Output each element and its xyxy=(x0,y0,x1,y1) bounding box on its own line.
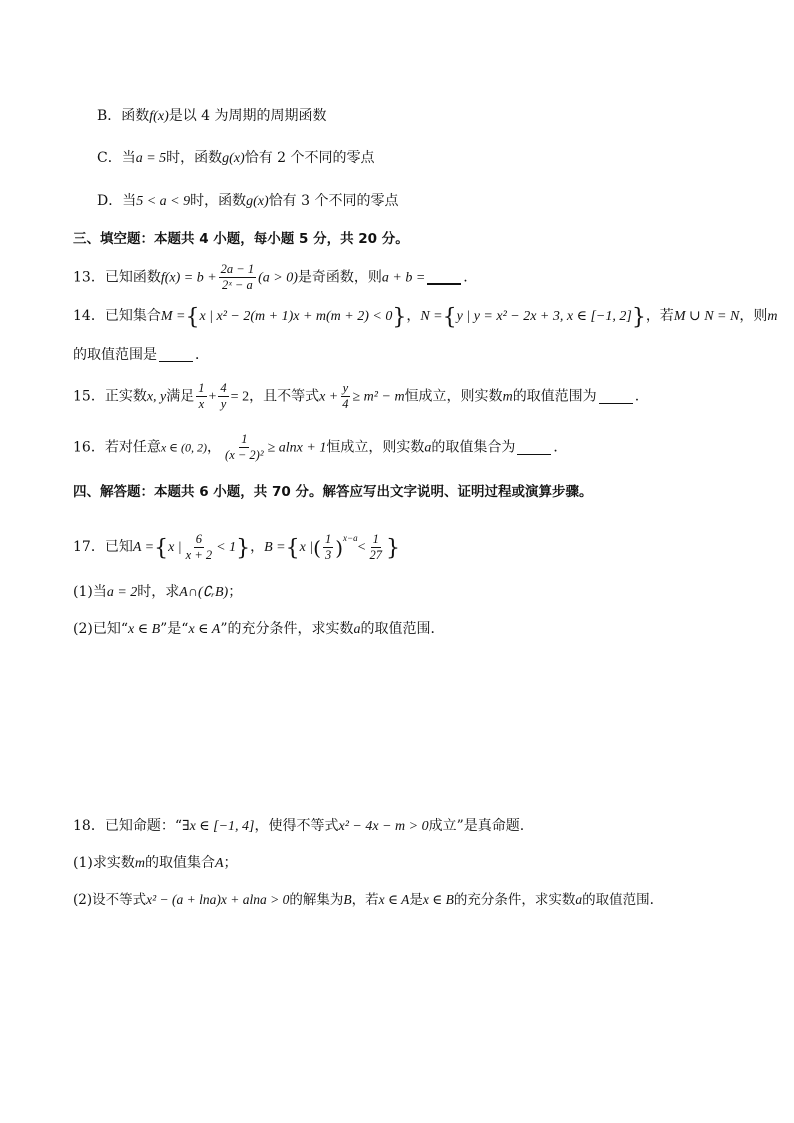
q14-answer-blank[interactable] xyxy=(159,347,193,362)
q18-p1-prefix: (1)求实数 xyxy=(73,855,135,871)
q18-tail: 成立”是真命题. xyxy=(428,818,525,834)
q17-comma: ， xyxy=(250,539,265,555)
question-17-part-2 xyxy=(73,619,445,640)
q17-brace-close-icon: } xyxy=(236,536,251,561)
q18-p1-var: m xyxy=(134,856,145,871)
q15-eq: = 2 xyxy=(230,389,250,405)
q13-end: . xyxy=(463,269,468,286)
q15-answer-blank[interactable] xyxy=(599,389,633,404)
q17-p1-expr: A∩(∁ᵣB) xyxy=(179,585,229,600)
q13-prefix: 13．已知函数 xyxy=(73,269,161,286)
q14-var: m xyxy=(767,309,778,324)
q13-ask: a + b = xyxy=(381,270,426,286)
q17-paren-open-icon: ( xyxy=(313,536,321,560)
q18-p2-tail: 的充分条件，求实数 xyxy=(453,892,576,908)
q13-answer-blank[interactable] xyxy=(427,269,461,285)
q17-p2-tail: ”的充分条件，求实数 xyxy=(220,621,354,637)
q15-ineq-left: x + xyxy=(319,389,339,405)
q17-brace-open-2-icon: { xyxy=(285,536,300,561)
question-18-part-1 xyxy=(73,853,238,874)
q17-set-a-left: A = xyxy=(132,540,155,555)
q17-set-a-fraction xyxy=(184,532,214,563)
q18-p2-mid2: ，若 xyxy=(351,892,379,908)
q14-line2-text: 的取值范围是 xyxy=(73,347,157,363)
q16-ineq: ≥ alnx + 1 xyxy=(267,440,327,456)
q16-domain: x ∈ (0, 2) xyxy=(160,440,208,455)
q17-p1-prefix: (1)当 xyxy=(73,584,107,600)
option-c-label: C．当 xyxy=(97,150,136,166)
q17-set-a-num: 6 xyxy=(195,531,202,546)
q13-cond: (a > 0) xyxy=(258,270,298,286)
q16-fraction xyxy=(223,432,266,463)
q18-p1-tail: 的取值集合 xyxy=(144,855,215,871)
q13-fraction xyxy=(219,262,256,293)
question-15 xyxy=(73,381,639,412)
q18-p2-is: 是 xyxy=(409,892,423,908)
q16-comma: ， xyxy=(207,439,222,456)
q15-fraction-1 xyxy=(196,381,206,412)
option-d-text: 恰有 3 个不同的零点 xyxy=(268,193,399,209)
q18-p2-end: 的取值范围. xyxy=(582,892,654,908)
q15-f1-num: 1 xyxy=(198,381,205,395)
q15-f3-num: y xyxy=(342,381,349,395)
q17-set-b-base xyxy=(323,532,333,563)
q17-p1-mid: 时，求 xyxy=(137,584,180,600)
q17-p2-end: 的取值范围． xyxy=(360,621,445,637)
q15-fraction-3 xyxy=(340,381,350,412)
q17-set-b-den: 27 xyxy=(369,547,382,562)
q15-f2-den: y xyxy=(220,397,227,411)
option-d-mid: 时，函数 xyxy=(190,193,247,209)
q15-vars: x, y xyxy=(146,389,167,405)
q17-set-a-right: < 1 xyxy=(216,540,237,555)
q17-set-b-lt: < xyxy=(357,540,366,555)
q17-prefix: 17．已知 xyxy=(73,539,133,555)
option-c-cond: a = 5 xyxy=(135,151,167,166)
q13-lhs: f(x) = b + xyxy=(160,270,217,286)
q18-mid: ，使得不等式 xyxy=(254,818,339,834)
q17-brace-open-icon: { xyxy=(154,536,169,561)
option-d xyxy=(97,191,399,212)
option-b xyxy=(97,106,327,127)
q14-set-n-left: N = xyxy=(420,309,443,324)
question-16 xyxy=(73,432,567,463)
q18-p1-end: ； xyxy=(223,855,238,871)
q14-brace-close-2-icon: } xyxy=(631,305,646,330)
question-18-part-2 xyxy=(73,890,654,910)
q14-comma: ， xyxy=(406,308,421,324)
q14-brace-close-icon: } xyxy=(392,305,407,330)
q18-exists: ∃x ∈ [−1, 4] xyxy=(181,819,255,834)
q18-p2-ineq: x² − (a + lna)x + alna > 0 xyxy=(146,892,290,907)
q16-f-den: (x − 2)² xyxy=(225,448,264,462)
question-17-part-1 xyxy=(73,582,242,603)
q17-p2-prefix: (2)已知“ xyxy=(73,621,128,637)
q15-end: . xyxy=(634,388,640,405)
q16-end: ． xyxy=(553,439,568,456)
q15-tail: 的取值范围为 xyxy=(512,388,597,405)
q14-brace-open-2-icon: { xyxy=(442,305,457,330)
q14-mid: ，若 xyxy=(645,308,674,324)
q17-set-a-den: x + 2 xyxy=(185,547,213,562)
q14-end: ． xyxy=(195,347,209,363)
q15-mid1: 满足 xyxy=(166,388,195,405)
q18-p2-mid: 的解集为 xyxy=(289,892,344,908)
q17-set-b-x: x | xyxy=(299,540,314,555)
q18-p2-a: x ∈ A xyxy=(378,892,410,907)
q15-mid3: 恒成立，则实数 xyxy=(404,388,503,405)
q14-prefix: 14．已知集合 xyxy=(73,308,161,324)
question-13 xyxy=(73,262,468,293)
q17-p1-end: ； xyxy=(228,584,243,600)
q16-answer-blank[interactable] xyxy=(517,440,551,455)
q16-f-num: 1 xyxy=(241,432,248,446)
q16-mid: 恒成立，则实数 xyxy=(326,439,425,456)
q15-fraction-2 xyxy=(218,381,228,412)
q17-set-b-exp: x−a xyxy=(343,533,358,543)
option-c-text: 恰有 2 个不同的零点 xyxy=(244,150,375,166)
q17-p2-b: x ∈ B xyxy=(128,622,161,637)
q17-set-a-x: x | xyxy=(168,540,182,555)
q17-set-b-base-den: 3 xyxy=(324,547,332,562)
question-17 xyxy=(73,528,400,563)
q17-set-b-left: B = xyxy=(264,540,286,555)
q15-f2-num: 4 xyxy=(220,381,227,395)
q15-ineq-right: ≥ m² − m xyxy=(352,389,405,405)
option-b-text: 是以 4 为周期的周期函数 xyxy=(168,108,327,124)
option-d-cond: 5 < a < 9 xyxy=(136,194,191,209)
q14-set-n-body: y | y = x² − 2x + 3, x ∈ [−1, 2] xyxy=(456,309,632,324)
option-d-label: D．当 xyxy=(97,193,137,209)
q15-prefix: 15．正实数 xyxy=(73,388,147,405)
q17-brace-close-2-icon: } xyxy=(386,536,400,561)
q17-set-b-fraction xyxy=(368,532,385,563)
option-c-mid: 时，函数 xyxy=(166,150,223,166)
q13-fraction-num: 2a − 1 xyxy=(220,262,255,276)
q15-plus: + xyxy=(208,389,217,405)
q18-p2-prefix: (2)设不等式 xyxy=(73,892,147,908)
q17-p2-var: a xyxy=(353,622,361,637)
q17-paren-close-icon: ) xyxy=(335,536,344,560)
q14-then: ，则 xyxy=(739,308,768,324)
question-18 xyxy=(73,816,524,837)
q18-p1-set: A xyxy=(214,856,224,871)
q14-set-m-body: x | x² − 2(m + 1)x + m(m + 2) < 0 xyxy=(199,309,393,324)
q18-p2-var: a xyxy=(575,892,583,907)
section-3-heading: 三、填空题：本题共 4 小题，每小题 5 分，共 20 分。 xyxy=(73,231,409,247)
option-d-gx: g(x) xyxy=(246,194,269,209)
q16-var: a xyxy=(424,440,432,456)
q16-tail: 的取值集合为 xyxy=(431,439,516,456)
q15-f3-den: 4 xyxy=(342,397,349,411)
q16-prefix: 16．若对任意 xyxy=(73,439,161,456)
q13-fraction-den: 2ˣ − a xyxy=(222,278,253,292)
q17-p2-a: x ∈ A xyxy=(188,622,221,637)
q18-prefix: 18．已知命题：“ xyxy=(73,818,182,834)
question-14 xyxy=(73,306,777,328)
q17-p2-mid: ”是“ xyxy=(160,621,189,637)
question-14-line-2 xyxy=(73,345,209,365)
section-4-heading: 四、解答题：本题共 6 小题，共 70 分。解答应写出文字说明、证明过程或演算步骤。 xyxy=(73,484,593,500)
q17-set-b-num: 1 xyxy=(372,531,379,546)
q15-mid2: ，且不等式 xyxy=(249,388,320,405)
q13-mid: 是奇函数，则 xyxy=(297,269,382,286)
q15-var: m xyxy=(502,389,513,405)
q15-f1-den: x xyxy=(198,397,205,411)
q18-p2-b: x ∈ B xyxy=(422,892,454,907)
option-b-label: B．函数 xyxy=(97,108,150,124)
option-b-fx: f(x) xyxy=(149,109,169,124)
q17-p1-cond: a = 2 xyxy=(106,585,138,600)
option-c xyxy=(97,148,375,169)
q14-union: M ∪ N = N xyxy=(673,309,740,324)
q18-p2-set: B xyxy=(343,892,352,907)
q14-brace-open-icon: { xyxy=(185,305,200,330)
q17-set-b-base-num: 1 xyxy=(324,531,332,546)
q18-ineq: x² − 4x − m > 0 xyxy=(338,819,429,834)
q14-set-m-left: M = xyxy=(160,309,186,324)
option-c-gx: g(x) xyxy=(222,151,245,166)
